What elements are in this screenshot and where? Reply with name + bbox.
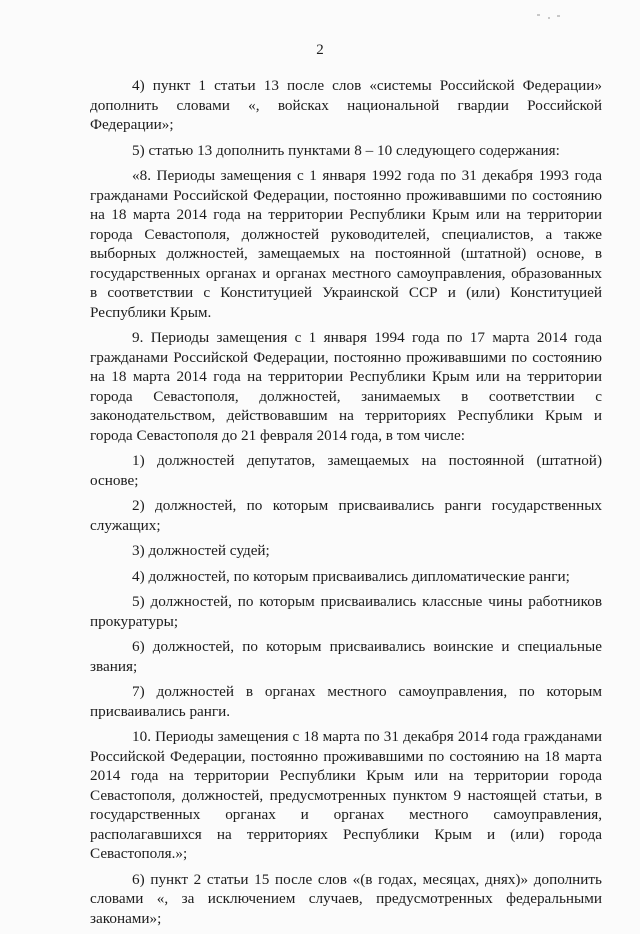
document-body <box>90 76 602 934</box>
list-item-6: 6) должностей, по которым присваивались воинские и специальные звания; <box>90 638 602 675</box>
paragraph-point-9: 9. Периоды замещения с 1 января 1994 года по 17 марта 2014 года гражданами Российской Федерации, постоянно проживавшими по состоянию на 18 марта 2014 года на территории Республики Крым или на территории города Севастополя, должностей, занимаемых в соответствии с законодательством, действовавшим на территориях Республики Крым и города Севастополя до 21 февраля 2014 года, в том числе: <box>90 329 602 444</box>
list-item-7: 7) должностей в органах местного самоуправления, по которым присваивались ранги. <box>90 683 602 720</box>
scan-speck <box>537 14 540 16</box>
paragraph-point-10: 10. Периоды замещения с 18 марта по 31 декабря 2014 года гражданами Российской Федерации, постоянно проживавшими по состоянию на 18 марта 2014 года на территории Республики Крым или на территории города Севастополя, должностей, предусмотренных пунктом 9 настоящей статьи, в государственных органах и органах местного самоуправления, располагавшихся на территориях Республики Крым и (или) города Севастополя.»; <box>90 728 602 862</box>
list-item-5: 5) должностей, по которым присваивались классные чины работников прокуратуры; <box>90 593 602 630</box>
paragraph-item-4: 4) пункт 1 статьи 13 после слов «системы Российской Федерации» дополнить словами «, войсках национальной гвардии Российской Федерации»; <box>90 77 602 133</box>
list-item-2: 2) должностей, по которым присваивались ранги государственных служащих; <box>90 497 602 534</box>
scan-speck <box>548 17 550 19</box>
list-item-1: 1) должностей депутатов, замещаемых на постоянной (штатной) основе; <box>90 452 602 489</box>
paragraph-point-8: «8. Периоды замещения с 1 января 1992 года по 31 декабря 1993 года гражданами Российской Федерации, постоянно проживавшими по состоянию на 18 марта 2014 года на территории Республики Крым или на территории города Севастополя, должностей руководителей, специалистов, а также выборных должностей, замещаемых на постоянной (штатной) основе, в государственных органах и органах местного самоуправления, образованных в соответствии с Конституцией Украинской ССР и (или) Конституцией Республики Крым. <box>90 167 602 321</box>
paragraph-item-5: 5) статью 13 дополнить пунктами 8 – 10 следующего содержания: <box>132 141 560 159</box>
list-item-4: 4) должностей, по которым присваивались дипломатические ранги; <box>132 567 570 585</box>
page-number: 2 <box>316 42 324 58</box>
scan-speck <box>557 15 560 17</box>
paragraph-item-6: 6) пункт 2 статьи 15 после слов «(в годах, месяцах, днях)» дополнить словами «, за исключением случаев, предусмотренных федеральными законами»; <box>90 870 602 927</box>
list-item-3: 3) должностей судей; <box>132 542 270 559</box>
